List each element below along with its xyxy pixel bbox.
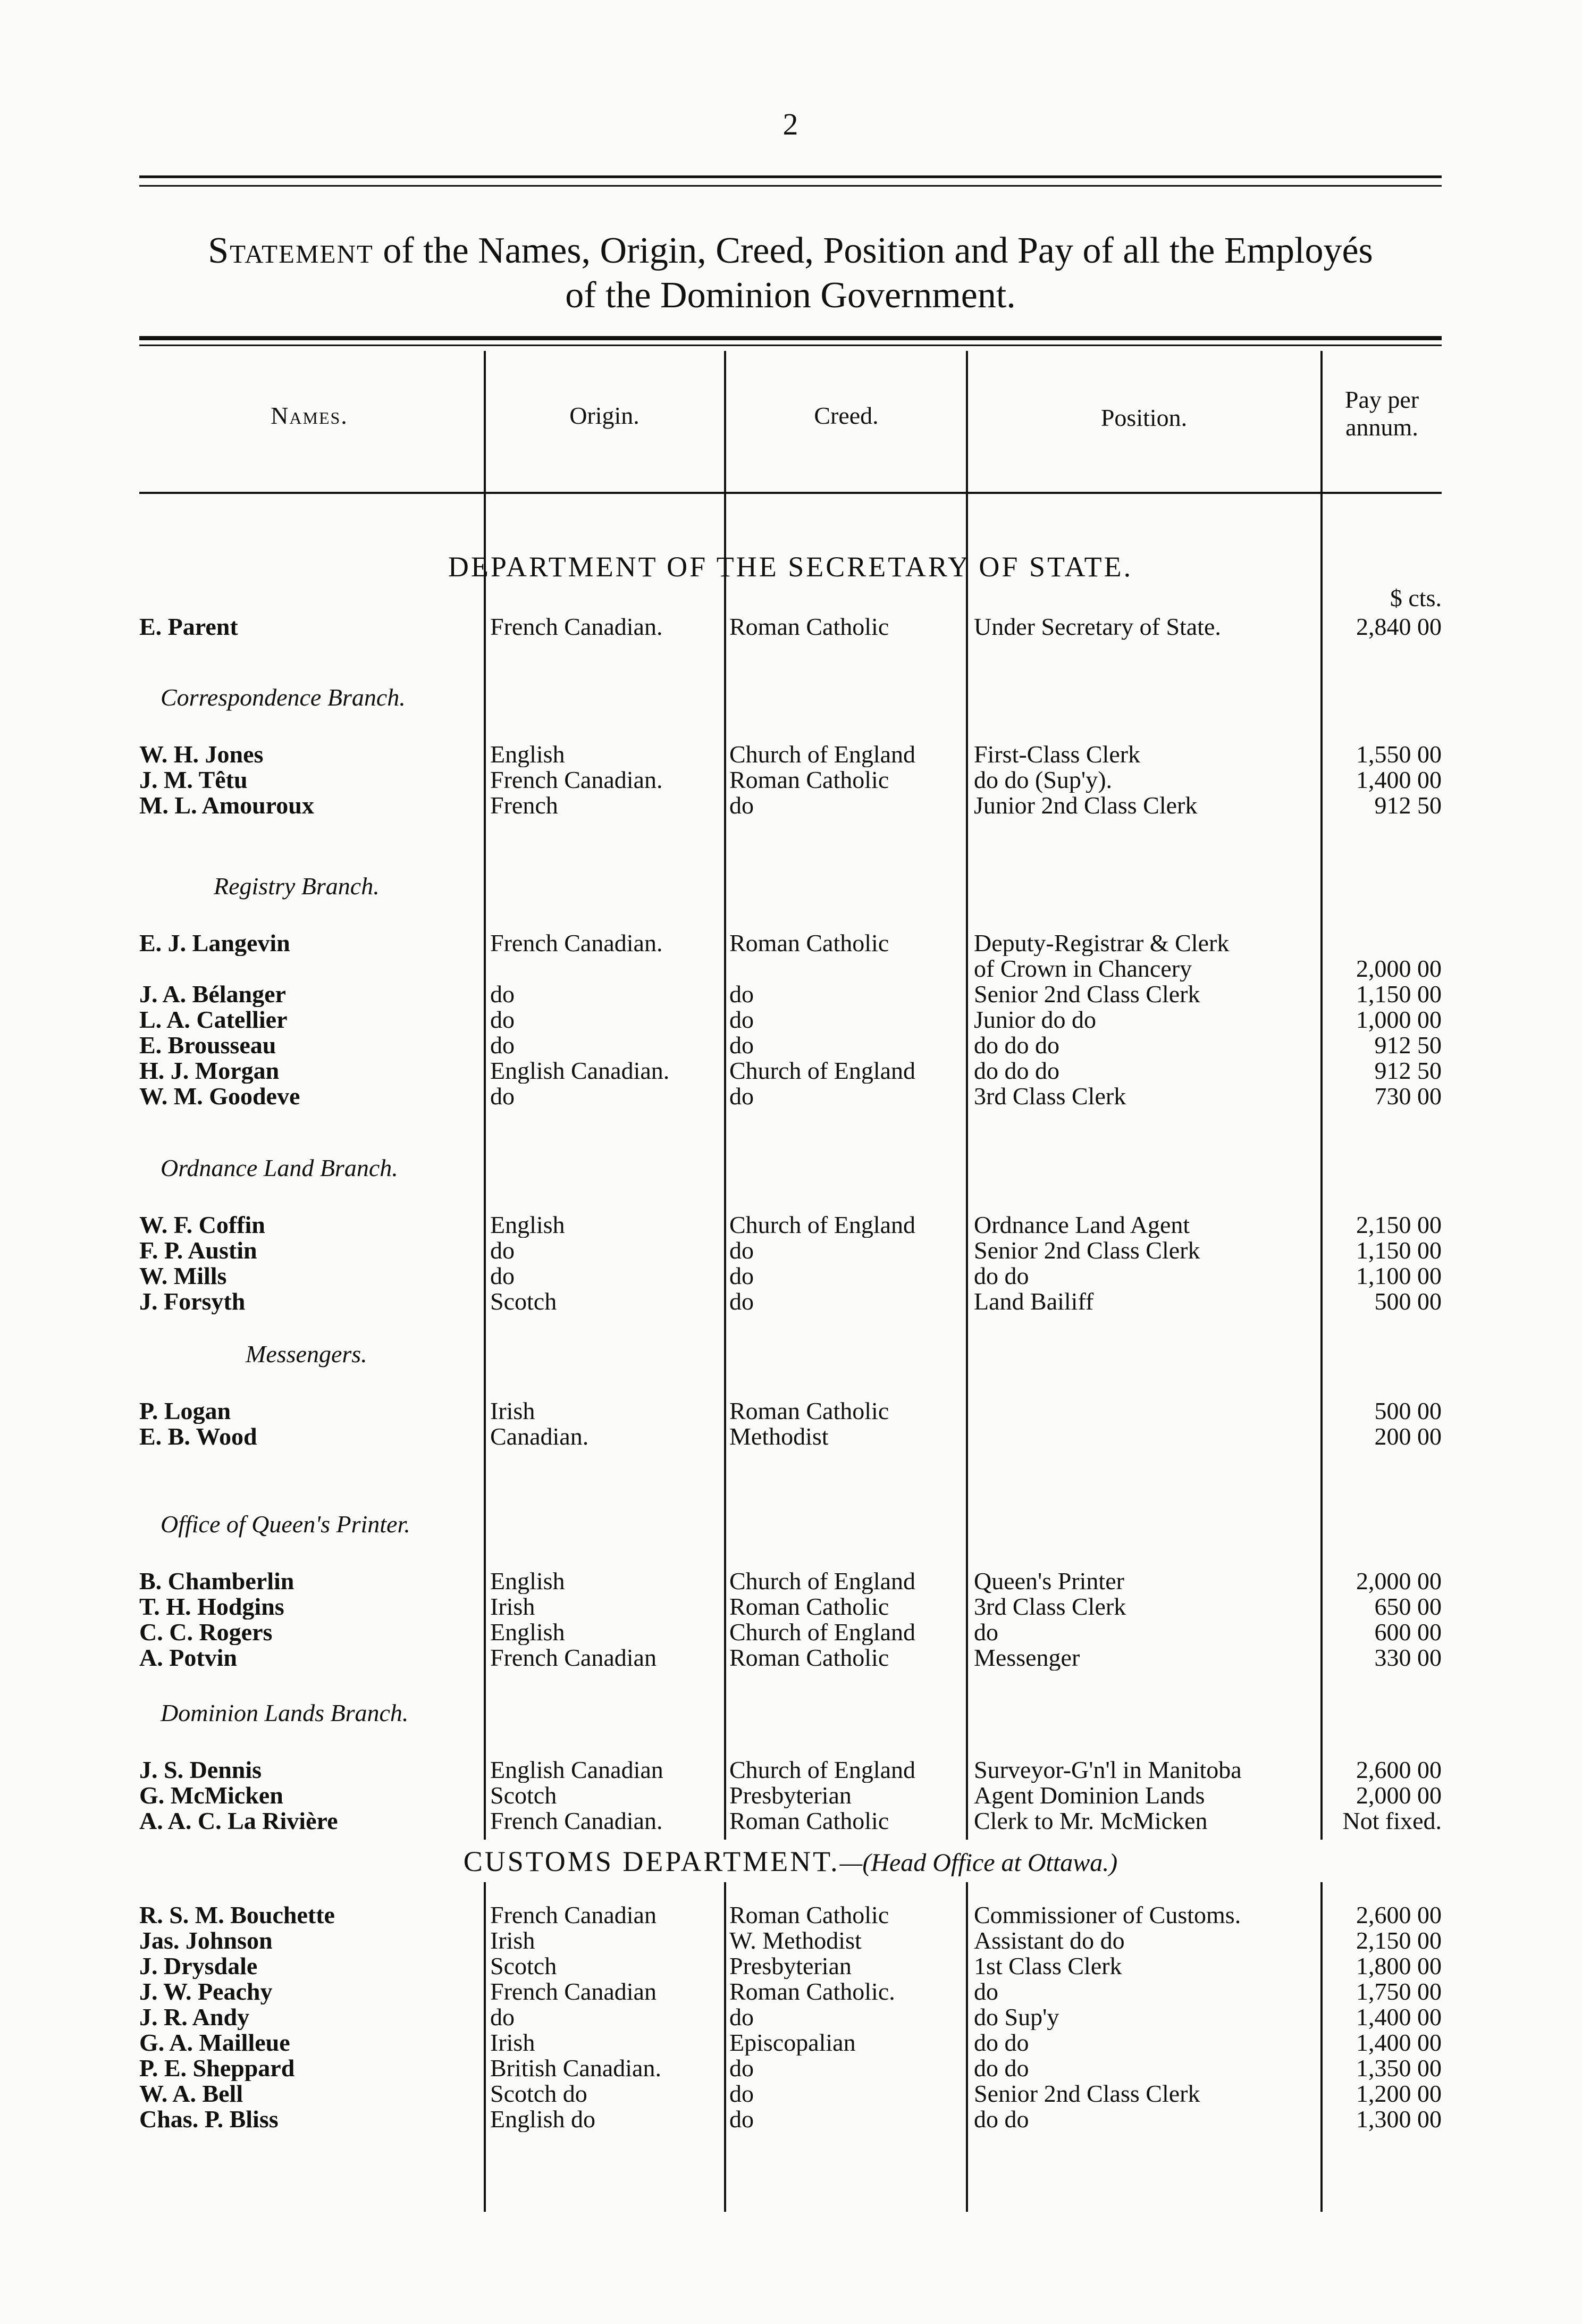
employee-position: do	[974, 1620, 998, 1645]
employee-position: 1st Class Clerk	[974, 1953, 1122, 1979]
employee-origin: French Canadian	[490, 1979, 657, 2004]
employee-origin: English	[490, 1212, 565, 1238]
employee-pay: 1,150 00	[1356, 1238, 1442, 1263]
employee-pay: 1,200 00	[1356, 2081, 1442, 2107]
table-row	[139, 1424, 1442, 1449]
employee-origin: do	[490, 1033, 515, 1058]
top-rule-1	[139, 175, 1442, 178]
employee-origin: English	[490, 1568, 565, 1594]
employee-creed: Roman Catholic	[729, 614, 889, 640]
employee-origin: Irish	[490, 1398, 535, 1424]
table-row	[139, 1084, 1442, 1109]
table-row	[139, 1928, 1442, 1953]
employee-name: G. McMicken	[139, 1783, 283, 1808]
employee-position: do do	[974, 2030, 1029, 2055]
employee-creed: do	[729, 1289, 754, 1314]
table-row	[139, 1058, 1442, 1084]
header-position: Position.	[1100, 404, 1188, 431]
employee-origin: British Canadian.	[490, 2055, 661, 2081]
employee-creed: do	[729, 2055, 754, 2081]
employee-name: P. Logan	[139, 1398, 231, 1424]
employee-position: do do do	[974, 1033, 1059, 1058]
employee-position: Senior 2nd Class Clerk	[974, 2081, 1200, 2107]
employee-pay: 1,300 00	[1356, 2107, 1442, 2132]
employee-origin: Scotch	[490, 1953, 557, 1979]
employee-position: do do	[974, 2107, 1029, 2132]
employee-origin: English	[490, 1620, 565, 1645]
employee-name: Jas. Johnson	[139, 1928, 273, 1953]
employee-creed: Church of England	[729, 1620, 916, 1645]
employee-position: Junior do do	[974, 1007, 1096, 1033]
employee-creed: do	[729, 2081, 754, 2107]
employee-name: R. S. M. Bouchette	[139, 1902, 335, 1928]
employee-origin: Irish	[490, 1928, 535, 1953]
table-row	[139, 2030, 1442, 2055]
employee-origin: English do	[490, 2107, 596, 2132]
employee-pay: 2,600 00	[1356, 1757, 1442, 1783]
employee-position: Messenger	[974, 1645, 1080, 1671]
employee-creed: Methodist	[729, 1424, 829, 1449]
employee-position: Junior 2nd Class Clerk	[974, 793, 1198, 818]
employee-creed: Roman Catholic	[729, 1645, 889, 1671]
table-row	[139, 1783, 1442, 1808]
employee-position: Queen's Printer	[974, 1568, 1124, 1594]
employee-position: Land Bailiff	[974, 1289, 1094, 1314]
employee-creed: Church of England	[729, 1568, 916, 1594]
employee-name: T. H. Hodgins	[139, 1594, 284, 1620]
header-top-rule	[139, 336, 1442, 340]
employee-name: A. Potvin	[139, 1645, 237, 1671]
employee-position: Commissioner of Customs.	[974, 1902, 1241, 1928]
table-row	[139, 1620, 1442, 1645]
employee-creed: Church of England	[729, 1212, 916, 1238]
table-row	[139, 1033, 1442, 1058]
employee-position: Ordnance Land Agent	[974, 1212, 1190, 1238]
employee-pay: 2,000 00	[1356, 1568, 1442, 1594]
employee-pay: 730 00	[1374, 1084, 1442, 1109]
employee-origin: English	[490, 742, 565, 767]
employee-position: Under Secretary of State.	[974, 614, 1221, 640]
employee-pay: 2,600 00	[1356, 1902, 1442, 1928]
employee-name: J. S. Dennis	[139, 1757, 262, 1783]
dept-secretary-of-state-title: DEPARTMENT OF THE SECRETARY OF STATE.	[448, 551, 1133, 583]
employee-name: B. Chamberlin	[139, 1568, 294, 1594]
header-bottom-rule	[139, 492, 1442, 494]
employee-pay: 600 00	[1374, 1620, 1442, 1645]
employee-origin: Scotch	[490, 1289, 557, 1314]
employee-name: G. A. Mailleue	[139, 2030, 290, 2055]
employee-name: W. F. Coffin	[139, 1212, 265, 1238]
employee-pay: 1,400 00	[1356, 2004, 1442, 2030]
employee-name: P. E. Sheppard	[139, 2055, 295, 2081]
employee-name: J. A. Bélanger	[139, 981, 286, 1007]
employee-pay: 2,150 00	[1356, 1928, 1442, 1953]
employee-name: E. J. Langevin	[139, 930, 290, 956]
employee-origin: Canadian.	[490, 1424, 589, 1449]
employee-name: E. Brousseau	[139, 1033, 276, 1058]
employee-origin: English Canadian.	[490, 1058, 670, 1084]
employee-origin: French	[490, 793, 558, 818]
employee-position: Surveyor-G'n'l in Manitoba	[974, 1757, 1242, 1783]
employee-position: do do (Sup'y).	[974, 767, 1113, 793]
employee-pay: Not fixed.	[1342, 1808, 1442, 1834]
employee-creed: Episcopalian	[729, 2030, 856, 2055]
top-rule-2	[139, 185, 1442, 187]
employee-creed: do	[729, 1033, 754, 1058]
group-label: Ordnance Land Branch.	[161, 1154, 398, 1181]
employee-name: J. Forsyth	[139, 1289, 246, 1314]
employee-position: 3rd Class Clerk	[974, 1594, 1126, 1620]
employee-position: Senior 2nd Class Clerk	[974, 981, 1200, 1007]
employee-position: do Sup'y	[974, 2004, 1059, 2030]
table-row	[139, 1212, 1442, 1238]
title-statement-word: Statement	[208, 230, 374, 271]
employee-creed: Roman Catholic	[729, 1398, 889, 1424]
employee-origin: French Canadian.	[490, 930, 663, 956]
employee-origin: French Canadian	[490, 1645, 657, 1671]
employee-position: Clerk to Mr. McMicken	[974, 1808, 1208, 1834]
employee-pay: 1,100 00	[1356, 1263, 1442, 1289]
employee-creed: Roman Catholic	[729, 1808, 889, 1834]
employee-origin: French Canadian.	[490, 1808, 663, 1834]
employee-creed: W. Methodist	[729, 1928, 862, 1953]
employee-name: A. A. C. La Rivière	[139, 1808, 338, 1834]
employee-name: W. M. Goodeve	[139, 1084, 300, 1109]
employee-name: J. Drysdale	[139, 1953, 258, 1979]
header-pay: Pay per annum.	[1344, 386, 1419, 441]
employee-origin: do	[490, 2004, 515, 2030]
employee-creed: Church of England	[729, 1757, 916, 1783]
employee-pay: 1,400 00	[1356, 2030, 1442, 2055]
employee-pay: 2,000 00	[1356, 1783, 1442, 1808]
group-label: Messengers.	[246, 1340, 367, 1367]
employee-name: C. C. Rogers	[139, 1620, 273, 1645]
employee-position: 3rd Class Clerk	[974, 1084, 1126, 1109]
employee-name: H. J. Morgan	[139, 1058, 280, 1084]
table-row	[139, 1289, 1442, 1314]
group-label: Correspondence Branch.	[161, 684, 406, 711]
table-row	[139, 1808, 1442, 1834]
table-row	[139, 1757, 1442, 1783]
header-origin: Origin.	[569, 402, 639, 429]
employee-creed: do	[729, 1007, 754, 1033]
employee-name: L. A. Catellier	[139, 1007, 288, 1033]
employee-name: J. M. Têtu	[139, 767, 248, 793]
employee-pay: 200 00	[1374, 1424, 1442, 1449]
employee-pay: 500 00	[1374, 1289, 1442, 1314]
employee-pay: 1,750 00	[1356, 1979, 1442, 2004]
employee-creed: Roman Catholic	[729, 1902, 889, 1928]
employee-pay: 1,350 00	[1356, 2055, 1442, 2081]
header-top-rule-thin	[139, 345, 1442, 346]
employee-name: E. B. Wood	[139, 1424, 257, 1449]
table-row	[139, 1007, 1442, 1033]
employee-pay: 912 50	[1374, 793, 1442, 818]
table-row	[139, 1979, 1442, 2004]
table-row	[139, 1953, 1442, 1979]
employee-creed: do	[729, 1263, 754, 1289]
header-names: Names.	[271, 402, 348, 429]
employee-origin: French Canadian.	[490, 614, 663, 640]
table-row	[139, 2004, 1442, 2030]
table-row	[139, 1568, 1442, 1594]
employee-creed: Presbyterian	[729, 1783, 852, 1808]
page-number: 2	[782, 107, 798, 141]
table-row	[139, 956, 1442, 981]
employee-pay: 912 50	[1374, 1058, 1442, 1084]
table-row	[139, 930, 1442, 956]
employee-name: J. R. Andy	[139, 2004, 250, 2030]
employee-position: do do	[974, 2055, 1029, 2081]
employee-pay: 1,800 00	[1356, 1953, 1442, 1979]
group-label: Office of Queen's Printer.	[161, 1511, 410, 1538]
employee-position: do	[974, 1979, 998, 2004]
table-row	[139, 1594, 1442, 1620]
group-label: Dominion Lands Branch.	[161, 1699, 409, 1726]
employee-creed: do	[729, 2107, 754, 2132]
table-row	[139, 1645, 1442, 1671]
table-row	[139, 742, 1442, 767]
employee-name: W. A. Bell	[139, 2081, 243, 2107]
employee-pay: 500 00	[1374, 1398, 1442, 1424]
employee-creed: Roman Catholic.	[729, 1979, 895, 2004]
employee-pay: 2,840 00	[1356, 614, 1442, 640]
employee-name: E. Parent	[139, 614, 238, 640]
employee-position: do do do	[974, 1058, 1059, 1084]
employee-origin: Scotch	[490, 1783, 557, 1808]
employee-origin: Scotch do	[490, 2081, 587, 2107]
table-row	[139, 2107, 1442, 2132]
employee-name: J. W. Peachy	[139, 1979, 273, 2004]
employee-creed: Church of England	[729, 742, 916, 767]
employee-pay: 1,550 00	[1356, 742, 1442, 767]
employee-origin: do	[490, 1238, 515, 1263]
employee-origin: do	[490, 981, 515, 1007]
employee-name: Chas. P. Bliss	[139, 2107, 279, 2132]
employee-origin: Irish	[490, 1594, 535, 1620]
employee-creed: Roman Catholic	[729, 930, 889, 956]
employee-position: Deputy-Registrar & Clerk	[974, 930, 1230, 956]
employee-origin: do	[490, 1084, 515, 1109]
table-row	[139, 2055, 1442, 2081]
employee-origin: do	[490, 1263, 515, 1289]
employee-origin: French Canadian.	[490, 767, 663, 793]
table-row	[139, 1263, 1442, 1289]
employee-name: F. P. Austin	[139, 1238, 257, 1263]
employee-creed: do	[729, 793, 754, 818]
employee-creed: Presbyterian	[729, 1953, 852, 1979]
employee-position: Assistant do do	[974, 1928, 1125, 1953]
employee-pay: 2,150 00	[1356, 1212, 1442, 1238]
employee-position: do do	[974, 1263, 1029, 1289]
title-line-2: of the Dominion Government.	[565, 275, 1016, 316]
employee-origin: Irish	[490, 2030, 535, 2055]
employee-creed: Roman Catholic	[729, 767, 889, 793]
employee-origin: English Canadian	[490, 1757, 663, 1783]
table-row	[139, 614, 1442, 640]
employee-pay: 330 00	[1374, 1645, 1442, 1671]
table-row	[139, 981, 1442, 1007]
employee-position: Agent Dominion Lands	[974, 1783, 1205, 1808]
table-row	[139, 1902, 1442, 1928]
employee-creed: do	[729, 981, 754, 1007]
table-row	[139, 767, 1442, 793]
table-row	[139, 793, 1442, 818]
employee-creed: do	[729, 2004, 754, 2030]
employee-position: Senior 2nd Class Clerk	[974, 1238, 1200, 1263]
table-row	[139, 1238, 1442, 1263]
employee-pay: 1,150 00	[1356, 981, 1442, 1007]
employee-position: First-Class Clerk	[974, 742, 1141, 767]
employee-pay: 1,400 00	[1356, 767, 1442, 793]
employee-name: M. L. Amouroux	[139, 793, 314, 818]
table-row	[139, 2081, 1442, 2107]
employee-position: of Crown in Chancery	[974, 956, 1192, 981]
employee-creed: do	[729, 1084, 754, 1109]
statement-title	[139, 229, 1442, 318]
employee-name: W. H. Jones	[139, 742, 264, 767]
dept-customs-title: CUSTOMS DEPARTMENT.—(Head Office at Ottawa.)	[463, 1845, 1118, 1877]
employee-pay: 2,000 00	[1356, 956, 1442, 981]
header-creed: Creed.	[814, 402, 879, 429]
table-row	[139, 1398, 1442, 1424]
title-rest: of the Names, Origin, Creed, Position and Pay of all the Employés	[383, 230, 1373, 271]
employee-origin: French Canadian	[490, 1902, 657, 1928]
employee-pay: 650 00	[1374, 1594, 1442, 1620]
employee-creed: Church of England	[729, 1058, 916, 1084]
cts-label: $ cts.	[1390, 584, 1442, 611]
employee-pay: 1,000 00	[1356, 1007, 1442, 1033]
employee-pay: 912 50	[1374, 1033, 1442, 1058]
employee-name: W. Mills	[139, 1263, 227, 1289]
employee-creed: do	[729, 1238, 754, 1263]
employee-origin: do	[490, 1007, 515, 1033]
group-label: Registry Branch.	[214, 872, 380, 900]
employee-creed: Roman Catholic	[729, 1594, 889, 1620]
